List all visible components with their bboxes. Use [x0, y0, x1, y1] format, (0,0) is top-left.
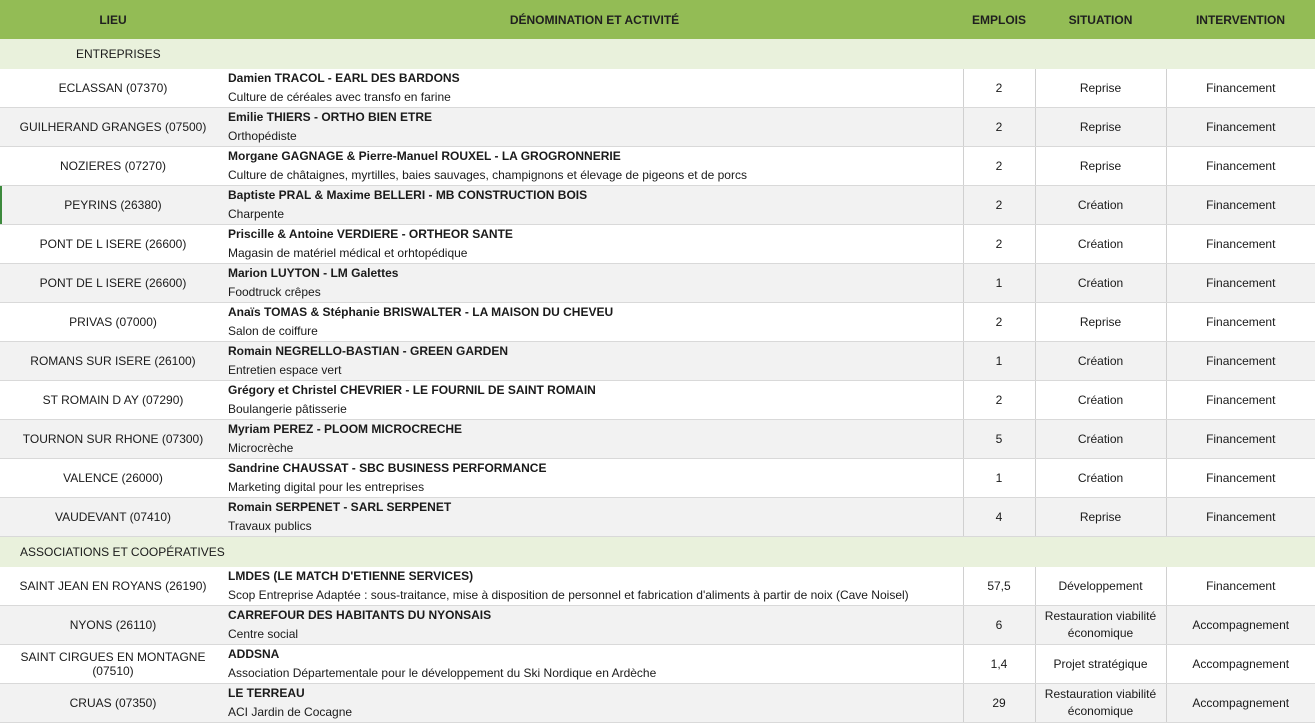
company-name: Grégory et Christel CHEVRIER - LE FOURNIL DE SAINT ROMAIN	[228, 383, 596, 397]
company-name: Anaïs TOMAS & Stéphanie BRISWALTER - LA MAISON DU CHEVEU	[228, 305, 614, 319]
section-row-associations	[0, 537, 1315, 568]
cell-emplois: 1	[963, 459, 1035, 498]
cell-lieu: VAUDEVANT (07410)	[0, 498, 226, 537]
company-name: Romain NEGRELLO-BASTIAN - GREEN GARDEN	[228, 344, 509, 358]
cell-intervention: Financement	[1166, 459, 1315, 498]
company-name: CARREFOUR DES HABITANTS DU NYONSAIS	[228, 608, 492, 622]
company-name: Damien TRACOL - EARL DES BARDONS	[228, 71, 460, 85]
cell-intervention: Financement	[1166, 186, 1315, 225]
cell-intervention: Financement	[1166, 567, 1315, 606]
cell-emplois: 1,4	[963, 645, 1035, 684]
company-name: Baptiste PRAL & Maxime BELLERI - MB CONSTRUCTION BOIS	[228, 188, 588, 202]
cell-situation: Création	[1035, 342, 1166, 381]
cell-emplois: 57,5	[963, 567, 1035, 606]
table-row	[0, 342, 1315, 381]
cell-emplois: 2	[963, 186, 1035, 225]
cell-situation: Projet stratégique	[1035, 645, 1166, 684]
cell-lieu: PONT DE L ISERE (26600)	[0, 264, 226, 303]
cell-emplois: 1	[963, 264, 1035, 303]
company-name: Myriam PEREZ - PLOOM MICROCRECHE	[228, 422, 463, 436]
cell-lieu: PEYRINS (26380)	[0, 186, 226, 225]
cell-situation: Création	[1035, 264, 1166, 303]
cell-intervention: Financement	[1166, 108, 1315, 147]
cell-situation: Développement	[1035, 567, 1166, 606]
cell-denomination	[226, 606, 963, 645]
header-denomination: DÉNOMINATION ET ACTIVITÉ	[226, 0, 963, 39]
table-row	[0, 684, 1315, 723]
cell-intervention: Financement	[1166, 420, 1315, 459]
cell-lieu: PONT DE L ISERE (26600)	[0, 225, 226, 264]
header-situation: SITUATION	[1035, 0, 1166, 39]
cell-denomination	[226, 69, 963, 108]
table-row	[0, 225, 1315, 264]
cell-situation: Reprise	[1035, 108, 1166, 147]
cell-denomination	[226, 225, 963, 264]
company-name: Marion LUYTON - LM Galettes	[228, 266, 399, 280]
table-row	[0, 381, 1315, 420]
table-row	[0, 303, 1315, 342]
cell-emplois: 2	[963, 225, 1035, 264]
cell-situation: Restauration viabilité économique	[1035, 684, 1166, 723]
header-emplois: EMPLOIS	[963, 0, 1035, 39]
company-activity: ACI Jardin de Cocagne	[228, 705, 353, 719]
company-activity: Magasin de matériel médical et orhtopédique	[228, 246, 468, 260]
cell-denomination	[226, 381, 963, 420]
company-activity: Charpente	[228, 207, 285, 221]
cell-situation: Création	[1035, 420, 1166, 459]
table-row	[0, 264, 1315, 303]
company-activity: Salon de coiffure	[228, 324, 318, 338]
company-name: Romain SERPENET - SARL SERPENET	[228, 500, 452, 514]
cell-situation: Restauration viabilité économique	[1035, 606, 1166, 645]
company-name: Emilie THIERS - ORTHO BIEN ETRE	[228, 110, 433, 124]
company-activity: Culture de châtaignes, myrtilles, baies sauvages, champignons et élevage de pigeons et de porcs	[228, 168, 747, 182]
cell-lieu: ECLASSAN (07370)	[0, 69, 226, 108]
table-row	[0, 606, 1315, 645]
cell-lieu: CRUAS (07350)	[0, 684, 226, 723]
cell-lieu: NOZIERES (07270)	[0, 147, 226, 186]
cell-intervention: Financement	[1166, 147, 1315, 186]
company-activity: Entretien espace vert	[228, 363, 342, 377]
cell-emplois: 2	[963, 147, 1035, 186]
company-name: Sandrine CHAUSSAT - SBC BUSINESS PERFORMANCE	[228, 461, 547, 475]
cell-lieu: VALENCE (26000)	[0, 459, 226, 498]
table-row	[0, 69, 1315, 108]
cell-intervention: Accompagnement	[1166, 684, 1315, 723]
table-row	[0, 498, 1315, 537]
table-row	[0, 645, 1315, 684]
cell-intervention: Financement	[1166, 303, 1315, 342]
company-activity: Centre social	[228, 627, 299, 641]
cell-emplois: 1	[963, 342, 1035, 381]
cell-denomination	[226, 645, 963, 684]
company-activity: Culture de céréales avec transfo en farine	[228, 90, 451, 104]
cell-intervention: Financement	[1166, 264, 1315, 303]
cell-intervention: Accompagnement	[1166, 645, 1315, 684]
cell-situation: Reprise	[1035, 303, 1166, 342]
cell-intervention: Accompagnement	[1166, 606, 1315, 645]
cell-lieu: ROMANS SUR ISERE (26100)	[0, 342, 226, 381]
section-row-entreprises	[0, 39, 1315, 69]
company-activity: Orthopédiste	[228, 129, 297, 143]
header-intervention: INTERVENTION	[1166, 0, 1315, 39]
company-activity: Foodtruck crêpes	[228, 285, 321, 299]
cell-intervention: Financement	[1166, 342, 1315, 381]
cell-emplois: 6	[963, 606, 1035, 645]
cell-denomination	[226, 186, 963, 225]
table-row	[0, 147, 1315, 186]
cell-denomination	[226, 147, 963, 186]
company-activity: Association Départementale pour le développement du Ski Nordique en Ardèche	[228, 666, 657, 680]
company-activity: Travaux publics	[228, 519, 312, 533]
table-body	[0, 39, 1315, 723]
cell-situation: Reprise	[1035, 69, 1166, 108]
cell-emplois: 2	[963, 303, 1035, 342]
cell-lieu: SAINT CIRGUES EN MONTAGNE (07510)	[0, 645, 226, 684]
cell-intervention: Financement	[1166, 498, 1315, 537]
cell-emplois: 5	[963, 420, 1035, 459]
company-activity: Marketing digital pour les entreprises	[228, 480, 425, 494]
cell-intervention: Financement	[1166, 69, 1315, 108]
company-activity: Boulangerie pâtisserie	[228, 402, 347, 416]
cell-lieu: PRIVAS (07000)	[0, 303, 226, 342]
cell-situation: Création	[1035, 381, 1166, 420]
cell-lieu: NYONS (26110)	[0, 606, 226, 645]
cell-denomination	[226, 459, 963, 498]
table-row	[0, 108, 1315, 147]
cell-lieu: GUILHERAND GRANGES (07500)	[0, 108, 226, 147]
cell-emplois: 2	[963, 108, 1035, 147]
company-name: LE TERREAU	[228, 686, 305, 700]
company-name: ADDSNA	[228, 647, 280, 661]
cell-emplois: 29	[963, 684, 1035, 723]
cell-denomination	[226, 567, 963, 606]
cell-denomination	[226, 684, 963, 723]
section-label-entreprises: ENTREPRISES	[0, 39, 1315, 69]
company-activity: Microcrèche	[228, 441, 294, 455]
cell-emplois: 2	[963, 381, 1035, 420]
cell-lieu: ST ROMAIN D AY (07290)	[0, 381, 226, 420]
section-label-associations: ASSOCIATIONS ET COOPÉRATIVES	[0, 537, 1315, 568]
cell-intervention: Financement	[1166, 381, 1315, 420]
cell-denomination	[226, 303, 963, 342]
cell-situation: Reprise	[1035, 498, 1166, 537]
cell-emplois: 2	[963, 69, 1035, 108]
cell-situation: Création	[1035, 459, 1166, 498]
cell-denomination	[226, 420, 963, 459]
company-name: Priscille & Antoine VERDIERE - ORTHEOR SANTE	[228, 227, 513, 241]
header-row	[0, 0, 1315, 39]
cell-denomination	[226, 264, 963, 303]
cell-lieu: TOURNON SUR RHONE (07300)	[0, 420, 226, 459]
cell-intervention: Financement	[1166, 225, 1315, 264]
table-row	[0, 186, 1315, 225]
table-row	[0, 420, 1315, 459]
cell-emplois: 4	[963, 498, 1035, 537]
table-row	[0, 459, 1315, 498]
table-row	[0, 567, 1315, 606]
cell-denomination	[226, 108, 963, 147]
company-name: Morgane GAGNAGE & Pierre-Manuel ROUXEL - LA GROGRONNERIE	[228, 149, 621, 163]
cell-situation: Création	[1035, 186, 1166, 225]
table-header	[0, 0, 1315, 39]
cell-situation: Reprise	[1035, 147, 1166, 186]
cell-denomination	[226, 498, 963, 537]
cell-denomination	[226, 342, 963, 381]
company-activity: Scop Entreprise Adaptée : sous-traitance, mise à disposition de personnel et fabrication d'aliments à partir de noix (Cave Noisel)	[228, 588, 909, 602]
header-lieu: LIEU	[0, 0, 226, 39]
cell-situation: Création	[1035, 225, 1166, 264]
company-name: LMDES (LE MATCH D'ETIENNE SERVICES)	[228, 569, 474, 583]
cell-lieu: SAINT JEAN EN ROYANS (26190)	[0, 567, 226, 606]
